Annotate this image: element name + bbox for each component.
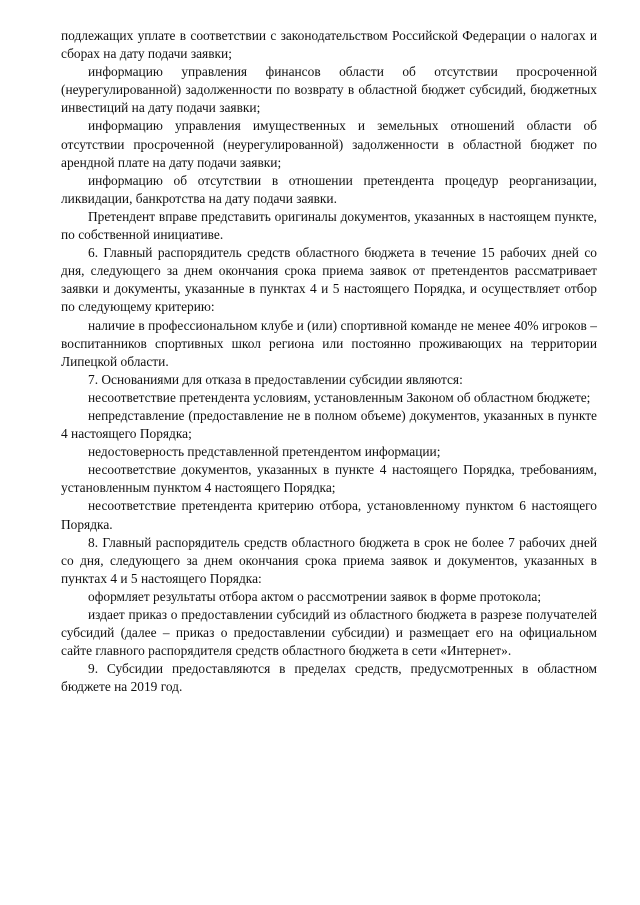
paragraph: недостоверность представленной претендентом информации; bbox=[88, 444, 441, 460]
clause-9: 9. Субсидии предоставляются в пределах средств, предусмотренных в областном бюджете на 2019 год. bbox=[61, 661, 597, 695]
paragraph: Претендент вправе представить оригиналы документов, указанных в настоящем пункте, по собственной инициативе. bbox=[61, 208, 597, 243]
paragraph: оформляет результаты отбора актом о рассмотрении заявок в форме протокола; bbox=[88, 588, 542, 604]
clause-7: 7. Основаниями для отказа в предоставлении субсидии являются: bbox=[88, 371, 463, 387]
paragraph: издает приказ о предоставлении субсидий из областного бюджета в разрезе получателей субсидий (далее – приказ о предоставлении субсидии) и размещает его на официальном сайте главного распорядителя средств областного бюджета в сети «Интернет». bbox=[61, 607, 597, 659]
paragraph: непредставление (предоставление не в полном объеме) документов, указанных в пункте 4 настоящего Порядка; bbox=[61, 407, 597, 442]
paragraph: информацию управления имущественных и земельных отношений области об отсутствии просроченной (неурегулированной) задолженности в областной бюджет по арендной плате на дату подачи заявки; bbox=[61, 118, 597, 170]
paragraph: информацию об отсутствии в отношении претендента процедур реорганизации, ликвидации, банкротства на дату подачи заявки. bbox=[61, 172, 597, 206]
paragraph: несоответствие претендента критерию отбора, установленному пунктом 6 настоящего Порядка. bbox=[61, 498, 597, 532]
clause-8: 8. Главный распорядитель средств областного бюджета в срок не более 7 рабочих дней со дня, следующего за днем окончания срока приема заявок и документов, указанных в пунктах 4 и 5 настоящего Порядка: bbox=[61, 534, 597, 586]
paragraph: наличие в профессиональном клубе и (или) спортивной команде не менее 40% игроков – воспитанников спортивных школ региона или постоянно проживающих на территории Липецкой области. bbox=[61, 317, 597, 369]
paragraph: информацию управления финансов области об отсутствии просроченной (неурегулированной) задолженности по возврату в областной бюджет субсидий, бюджетных инвестиций на дату подачи заявки; bbox=[61, 64, 597, 116]
clause-6: 6. Главный распорядитель средств областного бюджета в течение 15 рабочих дней со дня, следующего за днем окончания срока приема заявок от претендентов рассматривает заявки и документы, указанные в пунктах 4 и 5 настоящего Порядка, и осуществляет отбор по следующему критерию: bbox=[61, 245, 597, 315]
paragraph-continuation: подлежащих уплате в соответствии с законодательством Российской Федерации о налогах и сборах на дату подачи заявки; bbox=[61, 28, 597, 62]
paragraph: несоответствие претендента условиям, установленным Законом об областном бюджете; bbox=[88, 389, 591, 405]
paragraph: несоответствие документов, указанных в пункте 4 настоящего Порядка, требованиям, установленным пунктом 4 настоящего Порядка; bbox=[61, 462, 597, 496]
